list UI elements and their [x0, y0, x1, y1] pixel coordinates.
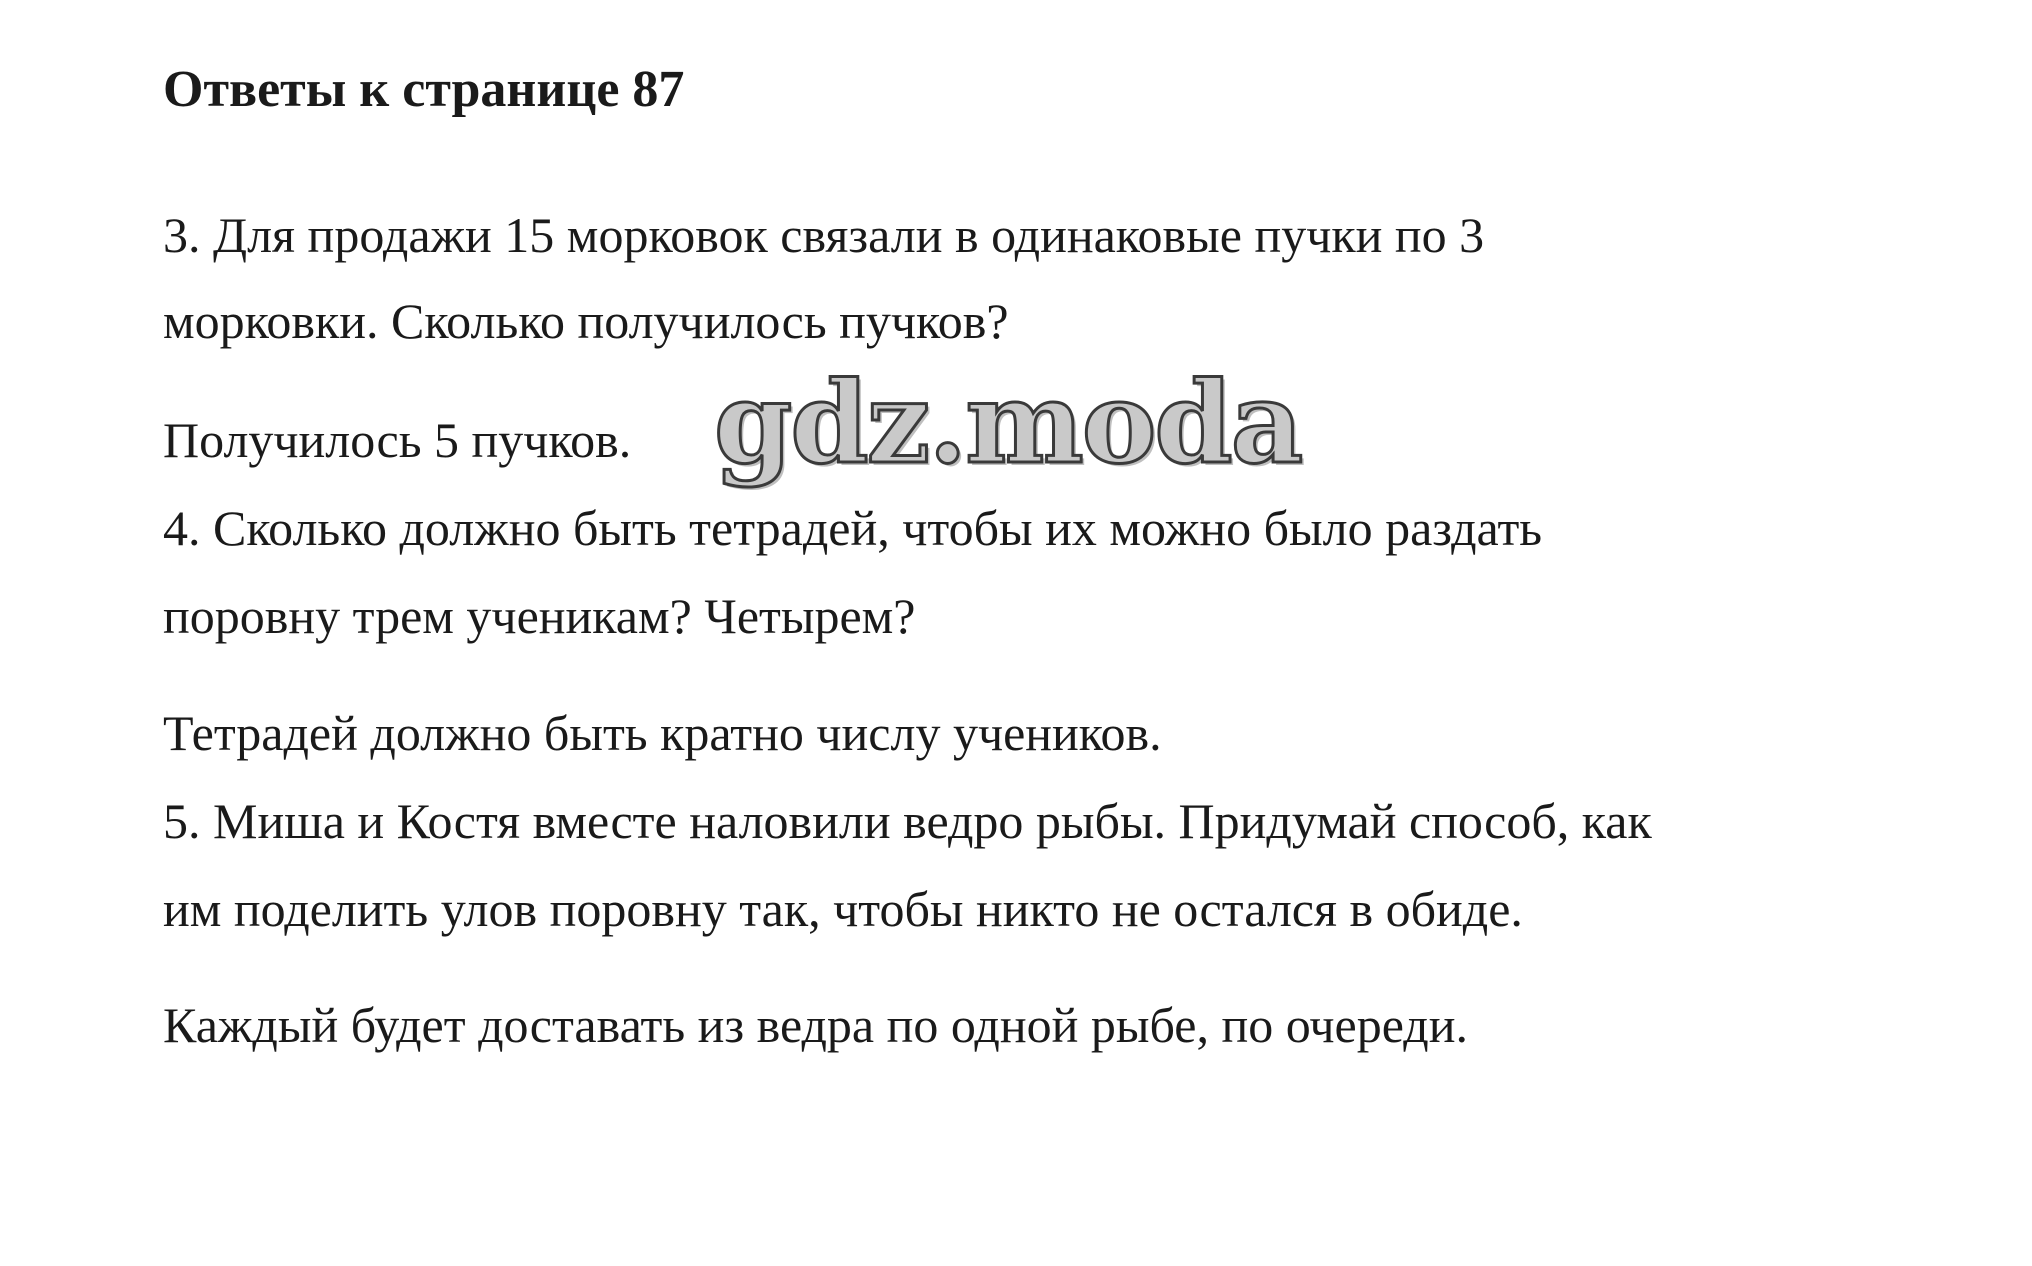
task-5-question-line-2: им поделить улов поровну так, чтобы никто не остался в обиде.: [163, 881, 1523, 937]
watermark-logo: gdz.moda: [714, 358, 1302, 489]
task-4-answer: Тетрадей должно быть кратно числу учеников.: [163, 705, 1162, 761]
task-4-question-line-1: 4. Сколько должно быть тетрадей, чтобы их можно было раздать: [163, 500, 1543, 556]
task-5-question-line-1: 5. Миша и Костя вместе наловили ведро рыбы. Придумай способ, как: [163, 793, 1652, 849]
task-3-question-line-1: 3. Для продажи 15 морковок связали в одинаковые пучки по 3: [163, 207, 1485, 263]
task-4-question-line-2: поровну трем ученикам? Четырем?: [163, 588, 916, 644]
page-title: Ответы к странице 87: [163, 61, 685, 118]
task-5-answer: Каждый будет доставать из ведра по одной рыбе, по очереди.: [163, 997, 1468, 1053]
task-3-answer: Получилось 5 пучков.: [163, 412, 632, 468]
task-3-question-line-2: морковки. Сколько получилось пучков?: [163, 293, 1009, 349]
